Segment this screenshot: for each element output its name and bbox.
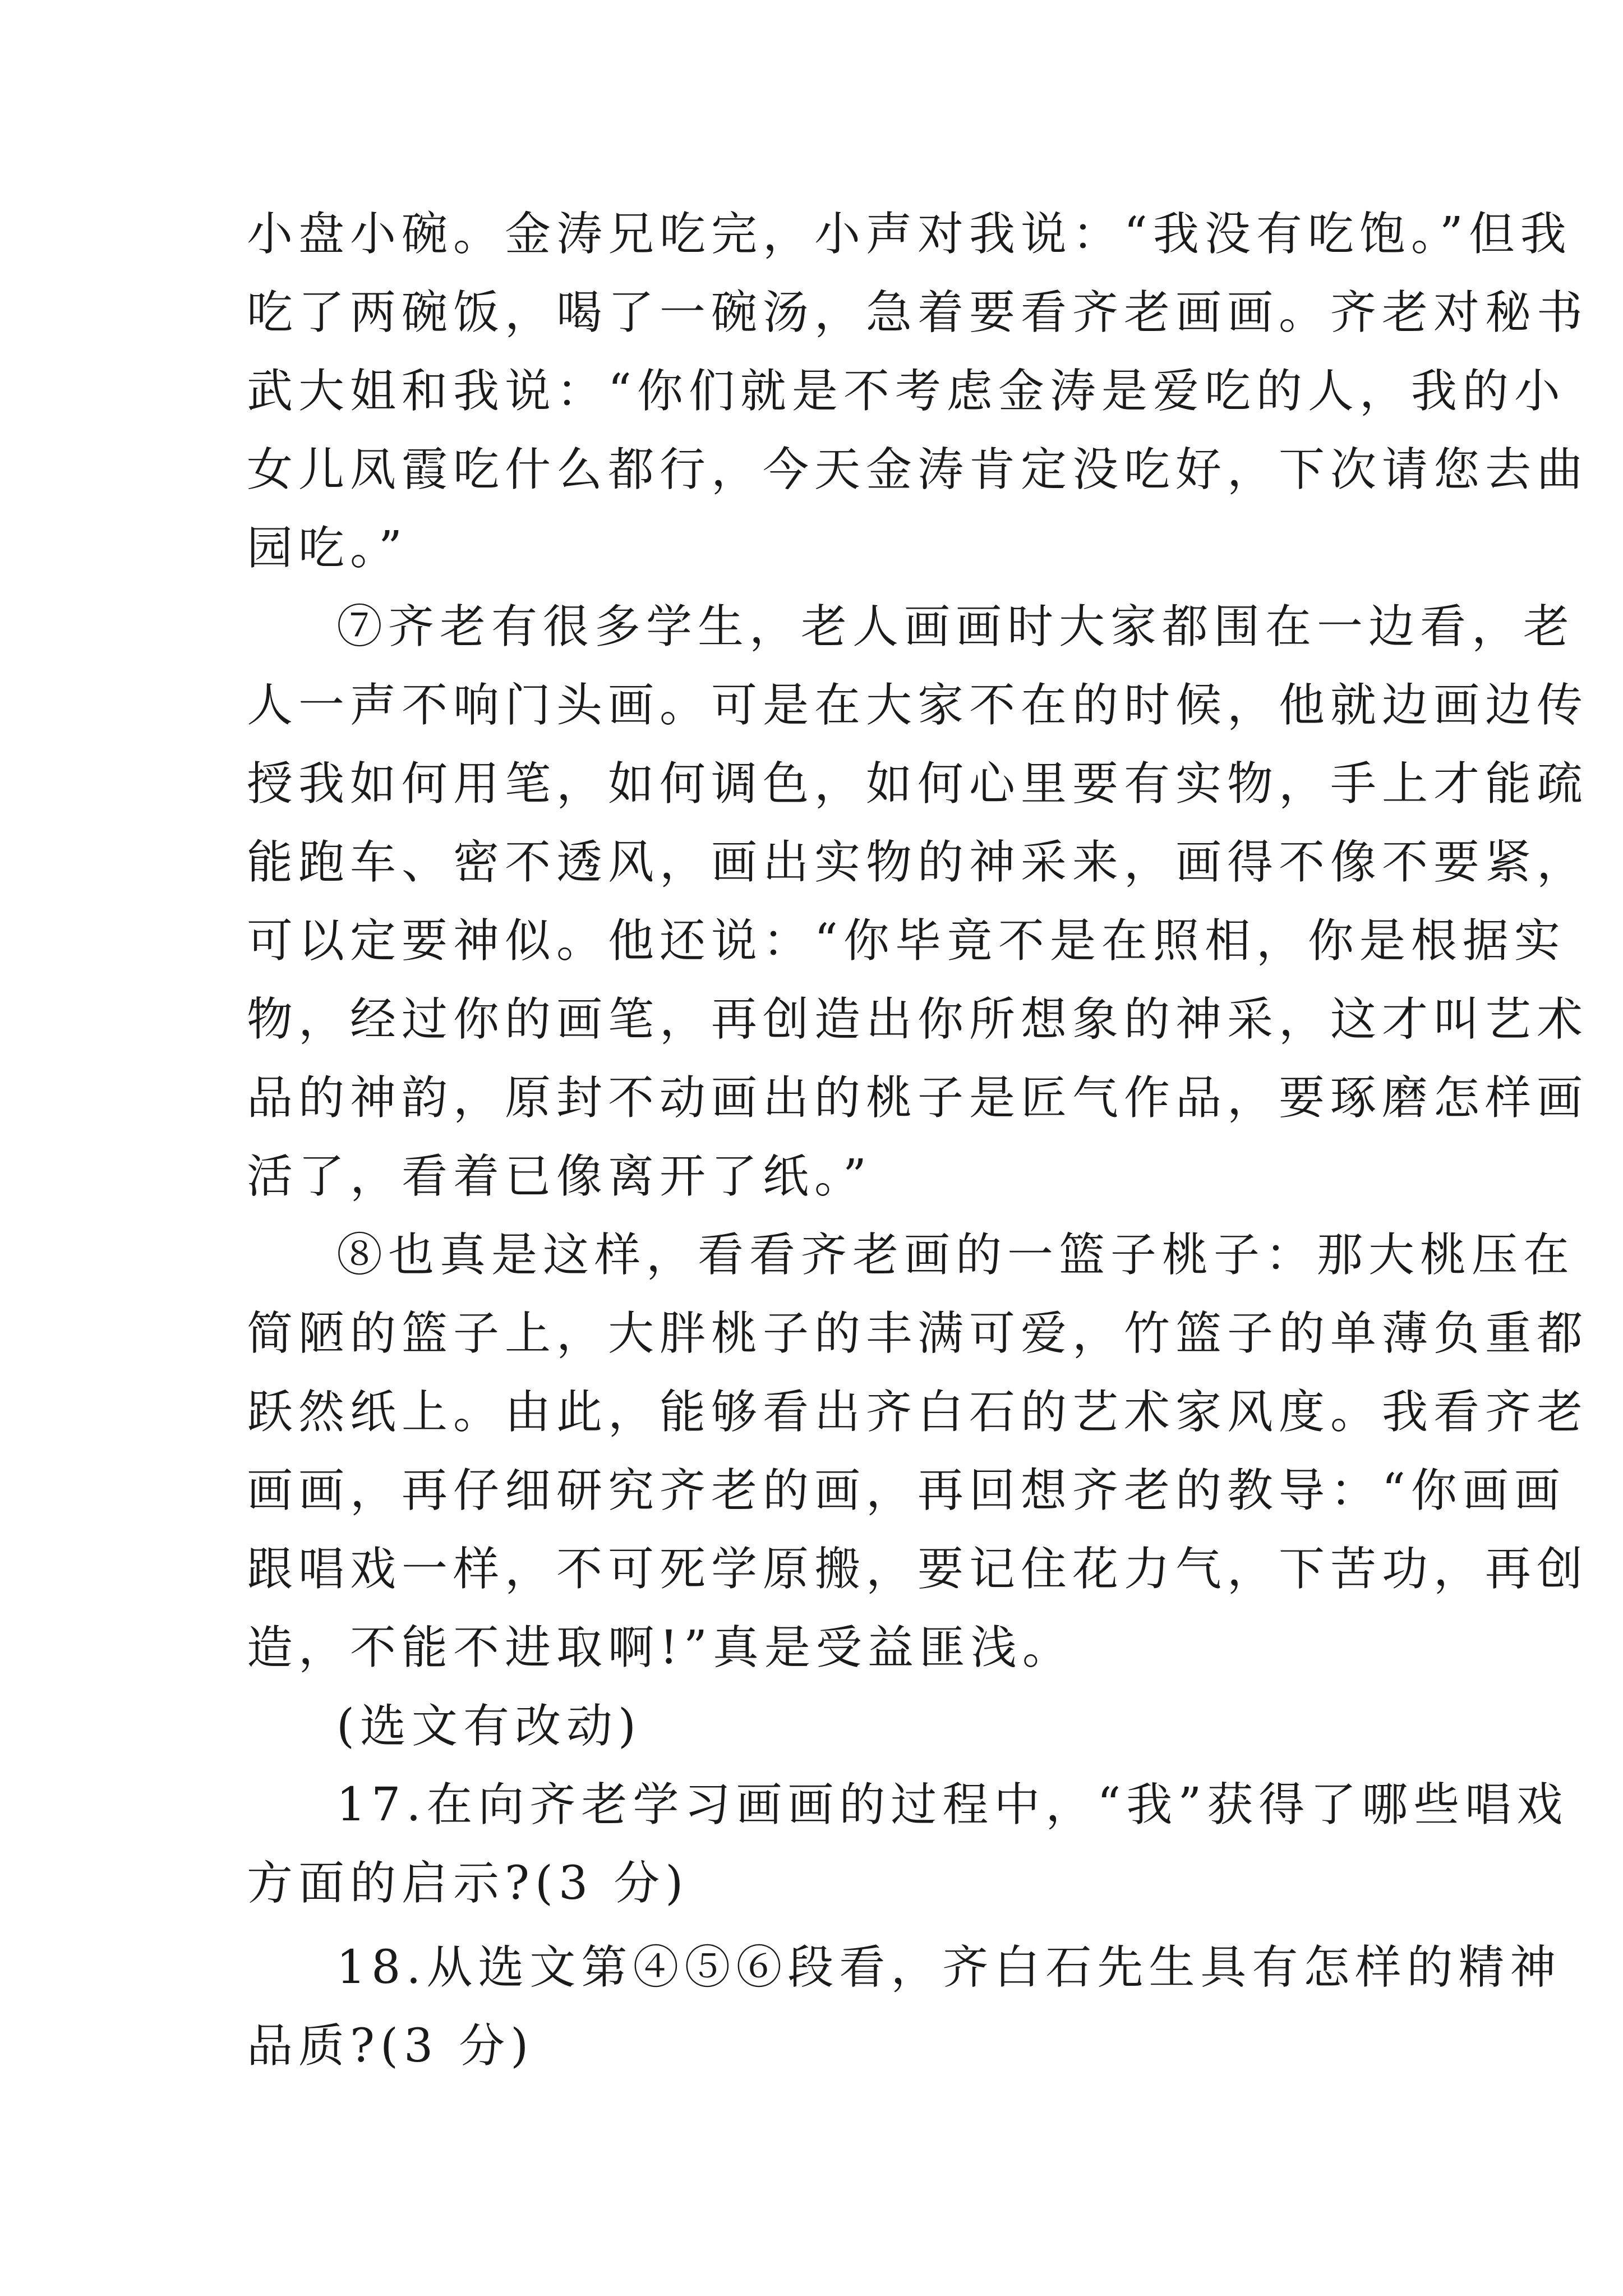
question-17-cont: 方面的启示?(3 分) [247,1857,689,1910]
text-line: 物，经过你的画笔，再创造出你所想象的神采，这才叫艺术 [247,993,1589,1046]
text-line: 授我如何用笔，如何调色，如何心里要有实物，手上才能疏 [247,757,1589,811]
source-note: (选文有改动) [336,1700,642,1753]
text-line: 可以定要神似。他还说：“你毕竟不是在照相，你是根据实 [247,914,1566,968]
question-18: 18.从选文第④⑤⑥段看，齐白石先生具有怎样的精神 [336,1941,1562,1994]
text-line: 跃然纸上。由此，能够看出齐白石的艺术家风度。我看齐老 [247,1386,1589,1439]
text-line: 造，不能不进取啊!”真是受益匪浅。 [247,1621,1074,1674]
text-line: 小盘小碗。金涛兄吃完，小声对我说：“我没有吃饱。”但我 [247,208,1572,261]
text-line: 人一声不响门头画。可是在大家不在的时候，他就边画边传 [247,679,1589,732]
text-line: 园吃。” [247,522,408,575]
text-line: 吃了两碗饭，喝了一碗汤，急着要看齐老画画。齐老对秘书 [247,286,1589,339]
text-line: 活了，看着已像离开了纸。” [247,1150,872,1203]
paragraph-7-start: ⑦齐老有很多学生，老人画画时大家都围在一边看，老 [336,600,1575,654]
text-line: 画画，再仔细研究齐老的画，再回想齐老的教导：“你画画 [247,1464,1566,1517]
text-line: 品的神韵，原封不动画出的桃子是匠气作品，要琢磨怎样画 [247,1071,1589,1125]
question-18-cont: 品质?(3 分) [247,2019,534,2073]
text-line: 武大姐和我说：“你们就是不考虑金涛是爱吃的人，我的小 [247,365,1566,418]
text-line: 跟唱戏一样，不可死学原搬，要记住花力气，下苦功，再创 [247,1543,1589,1596]
text-line: 能跑车、密不透风，画出实物的神采来，画得不像不要紧， [247,836,1589,889]
paragraph-8-start: ⑧也真是这样，看看齐老画的一篮子桃子：那大桃压在 [336,1228,1575,1282]
text-line: 女儿凤霞吃什么都行，今天金涛肯定没吃好，下次请您去曲 [247,443,1589,496]
question-17: 17.在向齐老学习画画的过程中，“我”获得了哪些唱戏 [336,1778,1569,1832]
text-line: 简陋的篮子上，大胖桃子的丰满可爱，竹篮子的单薄负重都 [247,1307,1589,1360]
